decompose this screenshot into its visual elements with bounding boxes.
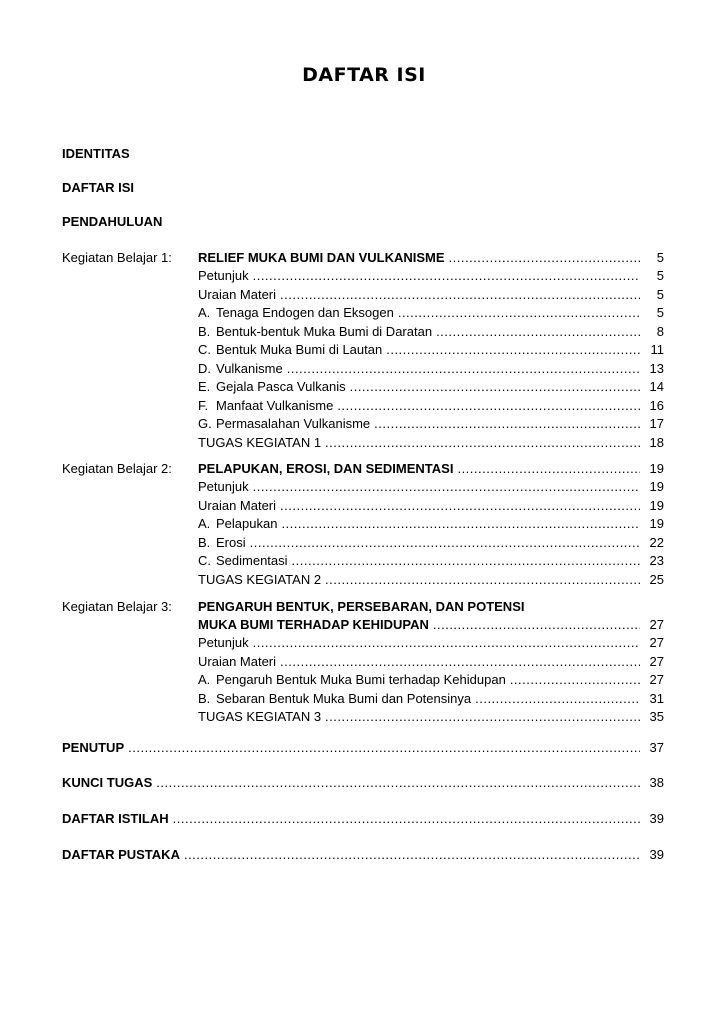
heading-daftar-isi: DAFTAR ISI (62, 180, 134, 195)
toc-entry (62, 810, 640, 828)
toc-row (0, 810, 728, 828)
toc-row (0, 598, 728, 616)
page-number: 19 (649, 497, 664, 513)
page-number: 17 (649, 416, 664, 431)
section-label: Kegiatan Belajar 3: (62, 599, 172, 614)
toc-row (0, 360, 728, 378)
page-number: 27 (649, 617, 664, 632)
toc-row (0, 708, 728, 726)
page-number: 19 (649, 516, 664, 531)
page-number: 5 (656, 305, 664, 320)
leader-dots (249, 634, 640, 652)
leader-dots (382, 341, 640, 359)
item-text: Petunjuk (198, 268, 249, 283)
leader-dots (432, 323, 640, 341)
section-heading-cont: MUKA BUMI TERHADAP KEHIDUPAN (198, 617, 429, 632)
toc-entry (198, 552, 640, 570)
leader-dots (180, 846, 640, 864)
page-number: 5 (656, 286, 664, 302)
page-number: 22 (649, 534, 664, 550)
toc-row (0, 846, 728, 864)
page-number: 39 (649, 847, 664, 862)
toc-entry (198, 671, 640, 689)
page-number: 35 (649, 709, 664, 724)
toc-entry (198, 267, 640, 285)
toc-row (0, 304, 728, 322)
toc-row (0, 571, 728, 589)
toc-entry (198, 653, 640, 671)
leader-dots (471, 690, 640, 708)
closing-heading: PENUTUP (62, 740, 125, 755)
page-number: 25 (649, 571, 664, 587)
toc-row (0, 415, 728, 433)
item-letter: G. (198, 416, 212, 431)
toc-row (0, 267, 728, 285)
section-label: Kegiatan Belajar 2: (62, 461, 172, 476)
item-letter: F. (198, 397, 209, 413)
page-number: 18 (649, 434, 664, 450)
page-number: 39 (649, 811, 664, 826)
toc-entry (198, 378, 640, 396)
item-letter: B. (198, 323, 211, 339)
item-text: Petunjuk (198, 479, 249, 494)
section-label: Kegiatan Belajar 1: (62, 250, 172, 265)
page-number: 8 (656, 323, 664, 339)
toc-row (0, 249, 728, 267)
leader-dots (321, 708, 640, 726)
leader-dots (445, 249, 640, 267)
page-number: 23 (649, 553, 664, 568)
item-text: Sedimentasi (216, 553, 288, 568)
toc-entry (198, 434, 640, 452)
closing-heading: DAFTAR PUSTAKA (62, 847, 180, 862)
item-text: Pengaruh Bentuk Muka Bumi terhadap Kehidupan (216, 672, 506, 687)
toc-row (0, 397, 728, 415)
item-text: Uraian Materi (198, 286, 277, 302)
toc-row (0, 341, 728, 359)
closing-heading: DAFTAR ISTILAH (62, 811, 169, 826)
toc-row (0, 634, 728, 652)
item-text: Uraian Materi (198, 497, 277, 513)
toc-row (0, 690, 728, 708)
leader-dots (429, 616, 640, 634)
toc-entry (198, 341, 640, 359)
leader-dots (370, 415, 640, 433)
section-heading: PENGARUH BENTUK, PERSEBARAN, DAN POTENSI (198, 599, 525, 614)
item-text: Pelapukan (216, 516, 278, 531)
toc-entry (198, 598, 640, 616)
page-number: 13 (649, 360, 664, 376)
page-number: 5 (656, 268, 664, 283)
page-number: 37 (649, 740, 664, 755)
leader-dots (276, 286, 640, 304)
toc-entry (198, 616, 640, 634)
item-letter: A. (198, 516, 211, 531)
page-title: DAFTAR ISI (302, 64, 426, 86)
item-text: Uraian Materi (198, 653, 277, 669)
toc-row (0, 671, 728, 689)
toc-row (0, 286, 728, 304)
toc-row (0, 378, 728, 396)
toc-entry (198, 690, 640, 708)
page-number: 27 (649, 653, 664, 669)
toc-entry (198, 249, 640, 267)
page-number: 11 (650, 342, 664, 357)
leader-dots (333, 397, 640, 415)
toc-row (0, 515, 728, 533)
toc-row (0, 739, 728, 757)
toc-entry (198, 497, 640, 515)
item-text: Permasalahan Vulkanisme (216, 416, 371, 431)
item-letter: A. (198, 305, 211, 320)
leader-dots (246, 534, 640, 552)
toc-entry (62, 739, 640, 757)
toc-row (0, 434, 728, 452)
leader-dots (169, 810, 640, 828)
leader-dots (276, 653, 640, 671)
item-text: Tenaga Endogen dan Eksogen (216, 305, 394, 320)
toc-entry (198, 304, 640, 322)
leader-dots (249, 267, 640, 285)
leader-dots (124, 739, 640, 757)
leader-dots (506, 671, 640, 689)
leader-dots (394, 304, 640, 322)
page-number: 27 (649, 672, 664, 687)
leader-dots (277, 515, 640, 533)
leader-dots (276, 497, 640, 515)
item-text: Gejala Pasca Vulkanis (216, 379, 346, 394)
toc-entry (62, 774, 640, 792)
page-number: 31 (649, 690, 664, 706)
toc-entry (198, 397, 640, 415)
page-number: 14 (649, 379, 664, 394)
toc-entry (62, 846, 640, 864)
toc-row (0, 534, 728, 552)
toc-entry (198, 360, 640, 378)
item-text: Manfaat Vulkanisme (216, 397, 334, 413)
page-number: 19 (649, 479, 664, 494)
leader-dots (152, 774, 640, 792)
toc-row (0, 616, 728, 634)
section-heading: PELAPUKAN, EROSI, DAN SEDIMENTASI (198, 461, 454, 476)
toc-entry (198, 571, 640, 589)
item-text: Bentuk Muka Bumi di Lautan (216, 342, 383, 357)
page-number: 38 (649, 775, 664, 790)
toc-row (0, 497, 728, 515)
heading-pendahuluan: PENDAHULUAN (62, 214, 163, 229)
item-letter: C. (198, 342, 211, 357)
toc-row (0, 552, 728, 570)
heading-identitas: IDENTITAS (62, 146, 130, 161)
item-text: Erosi (216, 534, 246, 550)
item-letter: A. (198, 672, 211, 687)
page-number: 5 (656, 250, 664, 265)
leader-dots (321, 571, 640, 589)
item-text: Bentuk-bentuk Muka Bumi di Daratan (216, 323, 433, 339)
page-number: 16 (649, 397, 664, 413)
section-heading: RELIEF MUKA BUMI DAN VULKANISME (198, 250, 445, 265)
item-text: Sebaran Bentuk Muka Bumi dan Potensinya (216, 690, 472, 706)
toc-entry (198, 478, 640, 496)
item-letter: B. (198, 534, 211, 550)
item-letter: C. (198, 553, 211, 568)
toc-entry (198, 415, 640, 433)
item-letter: B. (198, 690, 211, 706)
toc-entry (198, 515, 640, 533)
page-number: 19 (649, 461, 664, 476)
leader-dots (288, 552, 640, 570)
item-text: TUGAS KEGIATAN 3 (198, 709, 322, 724)
toc-row (0, 653, 728, 671)
toc-entry (198, 634, 640, 652)
toc-entry (198, 323, 640, 341)
toc-row (0, 774, 728, 792)
page-number: 27 (649, 635, 664, 650)
toc-entry (198, 708, 640, 726)
toc-entry (198, 286, 640, 304)
item-text: TUGAS KEGIATAN 2 (198, 571, 322, 587)
closing-heading: KUNCI TUGAS (62, 775, 153, 790)
leader-dots (283, 360, 640, 378)
item-text: TUGAS KEGIATAN 1 (198, 434, 322, 450)
item-letter: D. (198, 360, 211, 376)
toc-row (0, 478, 728, 496)
item-text: Vulkanisme (216, 360, 283, 376)
item-letter: E. (198, 379, 211, 394)
toc-entry (198, 460, 640, 478)
leader-dots (321, 434, 640, 452)
toc-row (0, 460, 728, 478)
toc-entry (198, 534, 640, 552)
leader-dots (249, 478, 640, 496)
leader-dots (346, 378, 640, 396)
item-text: Petunjuk (198, 635, 249, 650)
leader-dots (453, 460, 640, 478)
toc-row (0, 323, 728, 341)
